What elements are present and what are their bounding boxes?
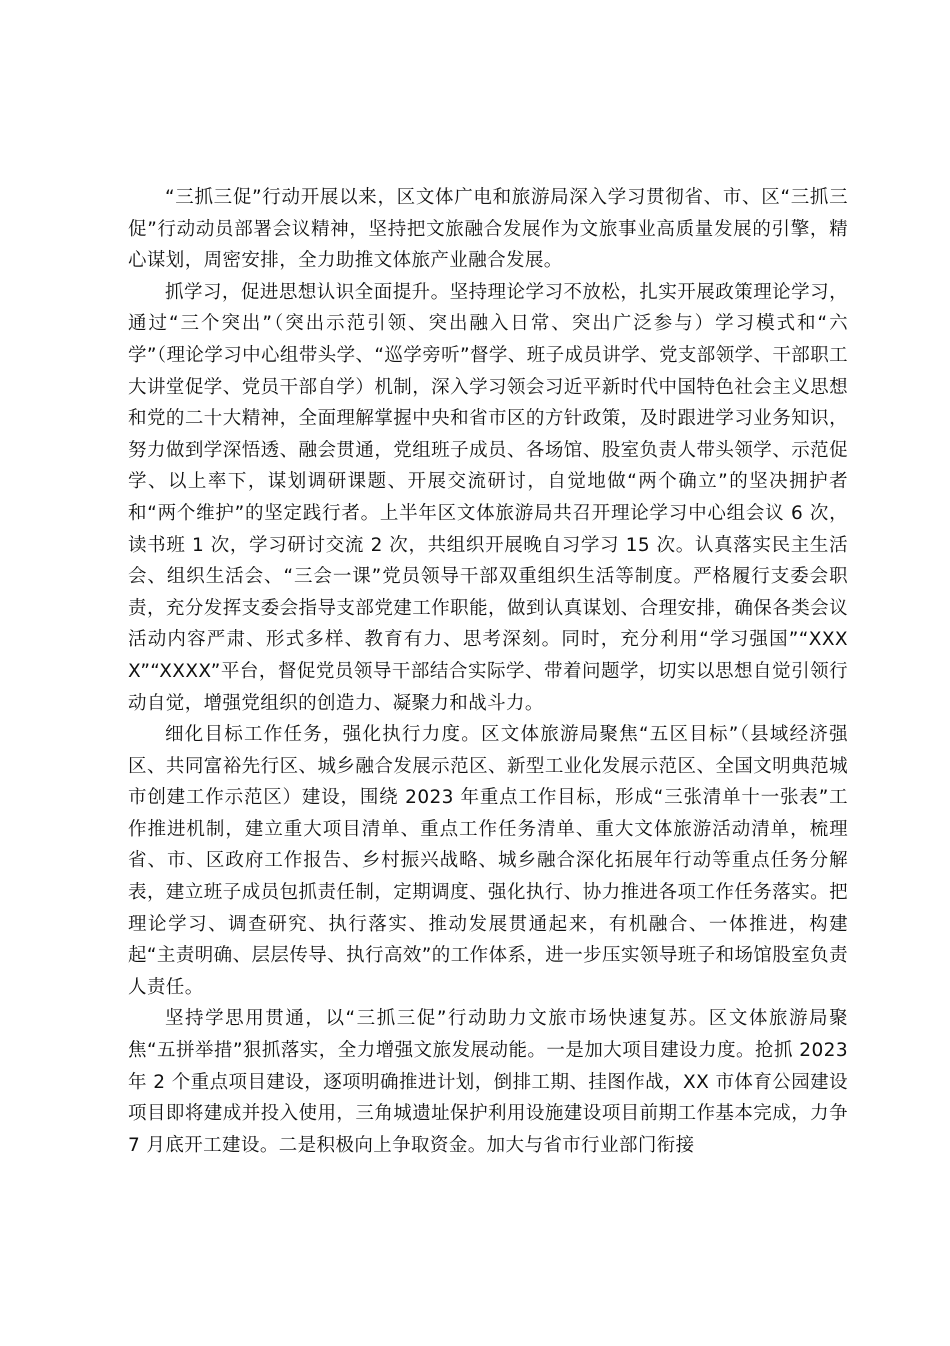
document-body bbox=[128, 182, 848, 1161]
paragraph-intro: “三抓三促”行动开展以来，区文体广电和旅游局深入学习贯彻省、市、区“三抓三促”行动动员部署会议精神，坚持把文旅融合发展作为文旅事业高质量发展的引擎，精心谋划，周密安排，全力助推文体旅产业融合发展。 bbox=[128, 187, 848, 272]
paragraph-study: 抓学习，促进思想认识全面提升。坚持理论学习不放松，扎实开展政策理论学习，通过“三个突出”（突出示范引领、突出融入日常、突出广泛参与）学习模式和“六学”（理论学习中心组带头学、“巡学旁听”督学、班子成员讲学、党支部领学、干部职工大讲堂促学、党员干部自学）机制，深入学习领会习近平新时代中国特色社会主义思想和党的二十大精神，全面理解掌握中央和省市区的方针政策，及时跟进学习业务知识，努力做到学深悟透、融会贯通，党组班子成员、各场馆、股室负责人带头领学、示范促学、以上率下，谋划调研课题、开展交流研讨，自觉地做“两个确立”的坚决拥护者和“两个维护”的坚定践行者。上半年区文体旅游局共召开理论学习中心组会议 6 次，读书班 1 次，学习研讨交流 2 次，共组织开展晚自习学习 15 次。认真落实民主生活会、组织生活会、“三会一课”党员领导干部双重组织生活等制度。严格履行支委会职责，充分发挥支委会指导支部党建工作职能，做到认真谋划、合理安排，确保各类会议活动内容严肃、形式多样、教育有力、思考深刻。同时，充分利用“学习强国”“XXXX”“XXXX”平台，督促党员领导干部结合实际学、带着问题学，切实以思想自觉引领行动自觉，增强党组织的创造力、凝聚力和战斗力。 bbox=[128, 281, 849, 714]
paragraph-targets: 细化目标工作任务，强化执行力度。区文体旅游局聚焦“五区目标”（县域经济强区、共同富裕先行区、城乡融合发展示范区、新型工业化发展示范区、全国文明典范城市创建工作示范区）建设，围绕 2023 年重点工作目标，形成“三张清单十一张表”工作推进机制，建立重大项目清单、重点工作任务清单、重大文体旅游活动清单，梳理省、市、区政府工作报告、乡村振兴战略、城乡融合深化拓展年行动等重点任务分解表，建立班子成员包抓责任制，定期调度、强化执行、协力推进各项工作任务落实。把理论学习、调查研究、执行落实、推动发展贯通起来，有机融合、一体推进，构建起“主责明确、层层传导、执行高效”的工作体系，进一步压实领导班子和场馆股室负责人责任。 bbox=[128, 724, 848, 998]
paragraph-market-recovery: 坚持学思用贯通，以“三抓三促”行动助力文旅市场快速复苏。区文体旅游局聚焦“五拼举措”狠抓落实，全力增强文旅发展动能。一是加大项目建设力度。抢抓 2023 年 2 个重点项目建设，逐项明确推进计划，倒排工期、挂图作战，XX 市体育公园建设项目即将建成并投入使用，三角城遗址保护利用设施建设项目前期工作基本完成，力争 7 月底开工建设。二是积极向上争取资金。加大与省市行业部门衔接 bbox=[128, 1008, 848, 1156]
